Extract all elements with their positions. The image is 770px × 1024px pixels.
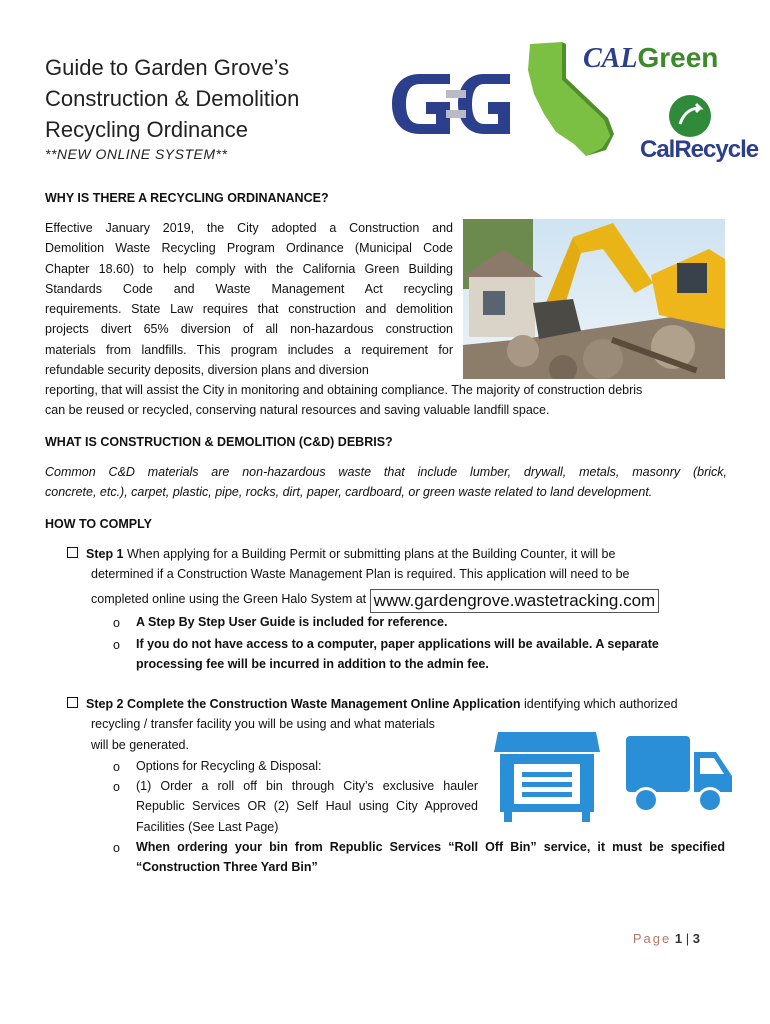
section-heading-how: HOW TO COMPLY (45, 517, 152, 531)
calrecycle-text: CalRecycle (640, 136, 759, 163)
paragraph-line: projects divert 65% diversion of all non-hazardous construction (45, 322, 453, 337)
paragraph-line: reporting, that will assist the City in monitoring and obtaining compliance. The majority of construction debris (45, 383, 643, 397)
bullet-line: (1) Order a roll off bin through City’s exclusive hauler (136, 779, 478, 793)
step-1 (67, 544, 727, 613)
page-word: Page (632, 931, 672, 946)
wastetracking-link[interactable]: www.gardengrove.wastetracking.com (370, 589, 660, 613)
step-2-line-1 (67, 694, 732, 714)
bullet-circle-icon: o (113, 638, 120, 652)
step-1-text-2: determined if a Construction Waste Management Plan is required. This application will need to be (91, 567, 630, 582)
section-paragraph-why-cont (45, 380, 730, 421)
page-total: 3 (692, 931, 700, 946)
garden-grove-logo (388, 68, 516, 140)
dumpster-icon (492, 728, 602, 824)
paragraph-line: Standards Code and Waste Management Act recycling (45, 281, 453, 296)
paragraph-line: Common C&D materials are non-hazardous waste that include lumber, drywall, metals, masonry (brick, (45, 465, 727, 479)
page-current: 1 (674, 931, 683, 946)
paragraph-line: refundable security deposits, diversion plans and diversion (45, 363, 369, 378)
calgreen-logo (583, 42, 718, 75)
checkbox-step-2[interactable] (67, 697, 78, 708)
title-line-2: Construction & Demolition (45, 86, 300, 111)
bullet-line: Republic Services OR (2) Self Haul using City Approved (136, 799, 478, 814)
step-2-bullet-2 (136, 776, 478, 837)
step-1-bullet-2 (136, 634, 736, 675)
section-heading-what: WHAT IS CONSTRUCTION & DEMOLITION (C&D) DEBRIS? (45, 435, 393, 449)
bullet-line: “Construction Three Yard Bin” (136, 860, 318, 875)
paragraph-line: requirements. State Law requires that construction and demolition (45, 302, 453, 317)
paragraph-line: materials from landfills. This program includes a requirement for (45, 342, 453, 357)
page-separator: | (685, 931, 690, 946)
paragraph-line: can be reused or recycled, conserving natural resources and saving valuable landfill space. (45, 403, 550, 418)
section-paragraph-what (45, 462, 727, 503)
step-1-label: Step 1 (86, 547, 124, 561)
calgreen-cal-text: CAL (583, 43, 638, 74)
step-2-text-3: will be generated. (91, 737, 189, 752)
step-2-text-1: identifying which authorized (520, 697, 678, 711)
bullet-line: When ordering your bin from Republic Services “Roll Off Bin” service, it must be specified (136, 840, 725, 854)
subtitle: **NEW ONLINE SYSTEM** (45, 146, 228, 162)
checkbox-step-1[interactable] (67, 547, 78, 558)
section-paragraph-why (45, 218, 453, 380)
bullet-line: processing fee will be incurred in addition to the admin fee. (136, 657, 489, 672)
section-heading-why: WHY IS THERE A RECYCLING ORDINANANCE? (45, 191, 329, 205)
calrecycle-circle-icon (668, 94, 712, 138)
excavator-photo (463, 219, 725, 379)
title-line-3: Recycling Ordinance (45, 117, 248, 142)
step-2-label: Step 2 Complete the Construction Waste Management Online Application (86, 697, 521, 711)
page-title (45, 52, 299, 145)
paragraph-line: Demolition Waste Recycling Program Ordinance (Municipal Code (45, 241, 453, 256)
bullet-line: If you do not have access to a computer, paper applications will be available. A separate (136, 637, 659, 651)
step-1-text-1: When applying for a Building Permit or submitting plans at the Building Counter, it will be (123, 547, 616, 561)
step-1-line-3 (67, 589, 727, 613)
truck-icon (624, 734, 734, 820)
step-1-bullet-1: A Step By Step User Guide is included for reference. (136, 615, 448, 629)
step-1-text-3: completed online using the Green Halo System at (91, 591, 367, 606)
bullet-circle-icon: o (113, 841, 120, 855)
title-line-1: Guide to Garden Grove’s (45, 55, 290, 80)
step-2-bullet-1: Options for Recycling & Disposal: (136, 759, 322, 773)
bullet-circle-icon: o (113, 780, 120, 794)
bullet-line: Facilities (See Last Page) (136, 819, 279, 834)
step-1-line-1 (67, 544, 727, 564)
paragraph-line: Effective January 2019, the City adopted a Construction and (45, 221, 453, 235)
page-number (633, 931, 700, 946)
paragraph-line: concrete, etc.), carpet, plastic, pipe, rocks, dirt, paper, cardboard, or green waste related to land development. (45, 485, 653, 500)
step-2-bullet-3 (136, 837, 725, 878)
calgreen-green-text: Green (637, 42, 719, 73)
step-2-text-2: recycling / transfer facility you will be using and what materials (91, 717, 435, 732)
bullet-circle-icon: o (113, 616, 120, 630)
paragraph-line: Chapter 18.60) to help comply with the California Green Building (45, 261, 453, 276)
bullet-circle-icon: o (113, 760, 120, 774)
